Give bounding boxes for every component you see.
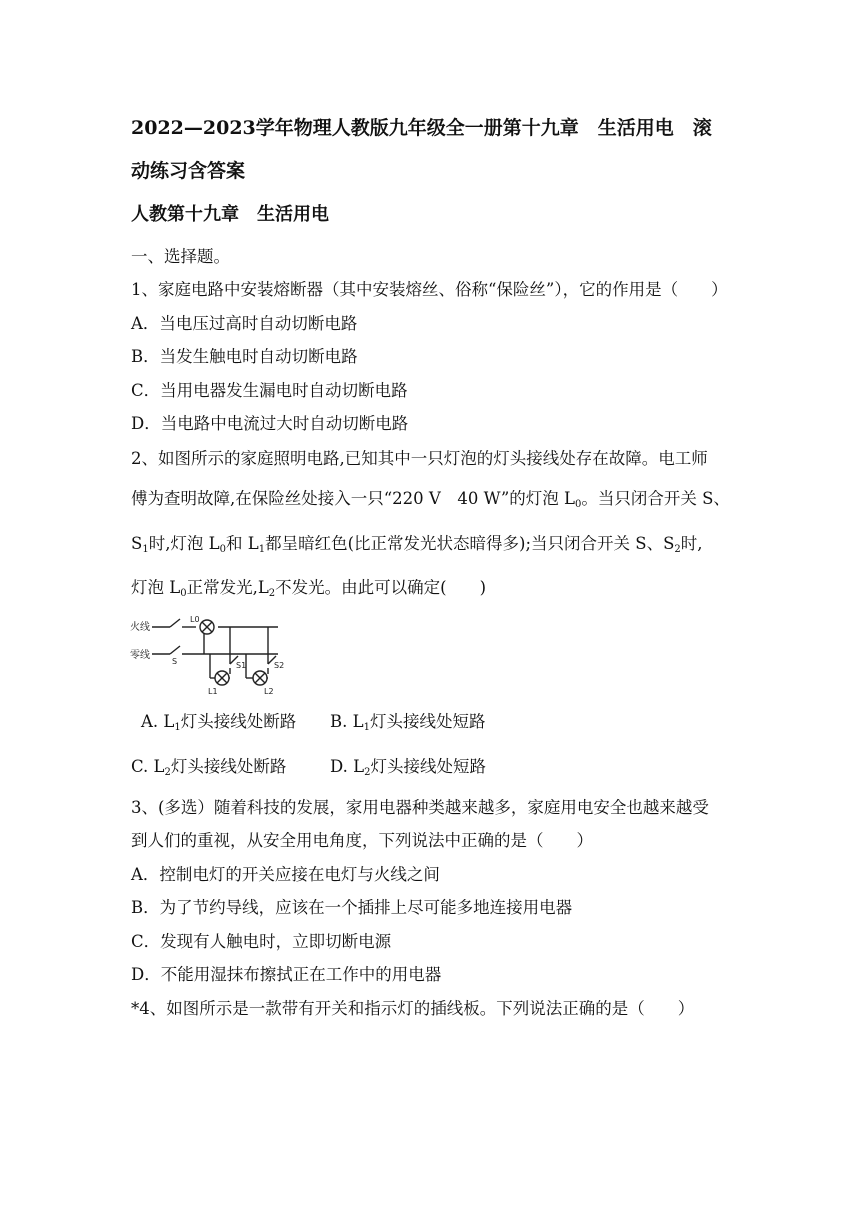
question-3-line-1: 3、(多选）随着科技的发展，家用电器种类越来越多，家庭用电安全也越来越受 — [131, 798, 709, 817]
question-3-line-2: 到人们的重视，从安全用电角度，下列说法中正确的是（ ） — [131, 831, 593, 850]
label-l0: L0 — [190, 615, 200, 624]
question-4-stem: *4、如图所示是一款带有开关和指示灯的插线板。下列说法正确的是（ ） — [131, 999, 695, 1018]
label-live: 火线 — [130, 622, 150, 633]
question-2-line-2: 傅为查明故障,在保险丝处接入一只“220 V 40 W”的灯泡 $L_0$。当只闭合开关 S、 — [131, 489, 730, 510]
label-neutral: 零线 — [130, 650, 150, 661]
lamp-l2-icon — [253, 671, 267, 685]
question-3-option-c: C．发现有人触电时，立即切断电源 — [131, 932, 392, 951]
doc-title-line-1: 2022—2023学年物理人教版九年级全一册第十九章 生活用电 滚 — [131, 117, 712, 139]
question-2-option-c: C. $L_2$灯头接线处断路 — [131, 757, 287, 778]
question-2-line-1: 2、如图所示的家庭照明电路,已知其中一只灯泡的灯头接线处存在故障。电工师 — [131, 449, 708, 468]
section-heading: 人教第十九章 生活用电 — [131, 204, 329, 225]
circuit-diagram — [128, 612, 290, 698]
question-1-option-d: D．当电路中电流过大时自动切断电路 — [131, 414, 409, 433]
label-s1: S1 — [236, 661, 247, 670]
doc-title-line-2: 动练习含答案 — [131, 160, 246, 182]
question-3-option-d: D．不能用湿抹布擦拭正在工作中的用电器 — [131, 965, 442, 984]
question-2-option-a: A. $L_1$灯头接线处断路 — [141, 712, 297, 733]
question-3-option-b: B．为了节约导线，应该在一个插排上尽可能多地连接用电器 — [131, 898, 573, 917]
label-s2: S2 — [274, 661, 285, 670]
question-3-option-a: A．控制电灯的开关应接在电灯与火线之间 — [131, 865, 440, 884]
lamp-l1-icon — [215, 671, 229, 685]
question-1-option-b: B．当发生触电时自动切断电路 — [131, 347, 358, 366]
question-1-option-a: A．当电压过高时自动切断电路 — [131, 314, 358, 333]
question-2-line-3: $S_1$时,灯泡 $L_0$和 $L_1$都呈暗红色(比正常发光状态暗得多);当只闭合开关 S、$S_2$时, — [131, 534, 703, 555]
part-heading: 一、选择题。 — [131, 247, 230, 266]
label-s: S — [172, 657, 178, 666]
question-2-line-4: 灯泡 $L_0$正常发光$,L_2$不发光。由此可以确定( ) — [131, 578, 487, 599]
question-1-stem: 1、家庭电路中安装熔断器（其中安装熔丝、俗称“保险丝”），它的作用是（ ） — [131, 280, 728, 299]
label-l1: L1 — [208, 687, 218, 696]
question-2-option-b: B. $L_1$灯头接线处短路 — [330, 712, 486, 733]
question-1-option-c: C．当用电器发生漏电时自动切断电路 — [131, 381, 408, 400]
label-l2: L2 — [264, 687, 274, 696]
lamp-l0-icon — [200, 620, 214, 634]
question-2-option-d: D. $L_2$灯头接线处短路 — [330, 757, 486, 778]
